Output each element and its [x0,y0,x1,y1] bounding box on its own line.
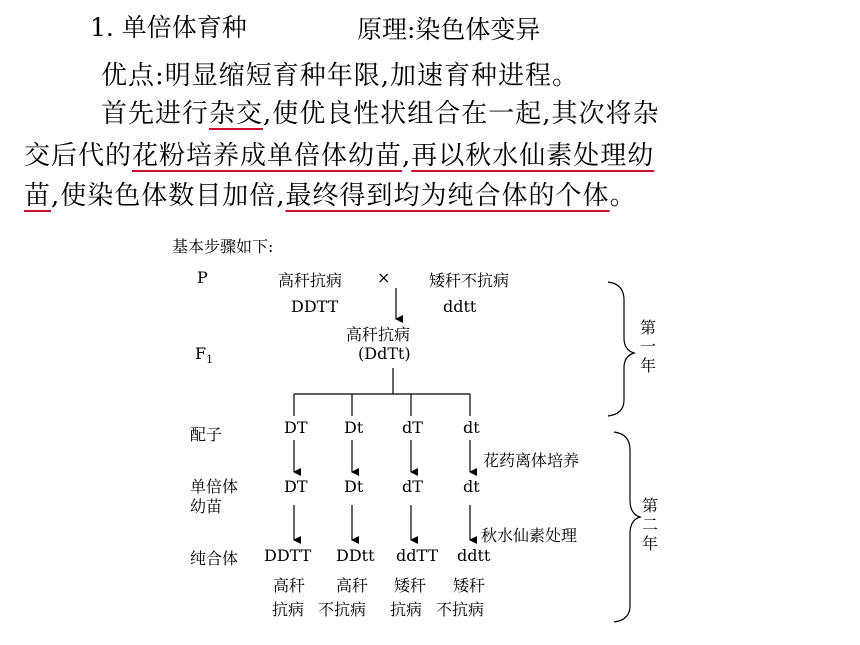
gamete: dt [463,418,480,437]
f1-label: $F_1$ [195,344,214,367]
pure-resistance: 抗病 [390,600,423,619]
pure-resistance: 不抗病 [318,600,367,619]
f1-phenotype: 高秆抗病 [346,325,411,344]
pure-resistance: 抗病 [272,600,305,619]
pure-height: 矮秆 [394,576,427,595]
pure-height: 矮秆 [453,576,486,595]
gamete: dT [402,418,423,437]
underlined-term: 苗 [24,181,52,211]
year-1-label: 第 一 年 [640,318,657,375]
haploid: DT [284,477,308,496]
pure-genotype: ddTT [396,546,439,565]
pure-label: 纯合体 [190,549,239,568]
para-text: ,使染色体数目加倍, [51,181,286,211]
underlined-term: 杂交 [209,99,264,129]
gamete: DT [284,418,308,437]
p-left-phenotype: 高秆抗病 [278,271,343,290]
underlined-term: 花粉培养成单倍体幼苗 [132,141,403,171]
advantage-text: 优点:明显缩短育种年限,加速育种进程。 [101,61,580,91]
gamete-label: 配子 [190,425,223,444]
para-text: , [402,141,412,171]
haploid: dT [402,477,423,496]
step-anther-culture: 花药离体培养 [483,451,580,470]
pure-resistance: 不抗病 [436,600,485,619]
year-2-label: 第 二 年 [642,496,659,553]
cross-symbol: × [377,268,391,287]
principle-text: 原理:染色体变异 [357,15,541,44]
haploid-label: 单倍体 [190,477,239,496]
p-left-genotype: DDTT [291,297,339,316]
para-text: ,使优良性状组合在一起,其次将杂 [263,99,660,129]
diagram-title: 基本步骤如下: [172,237,274,256]
pure-genotype: ddtt [457,546,491,565]
para-text: 交后代的 [24,141,133,171]
underlined-term: 最终得到均为纯合体的个体 [285,181,610,211]
p-right-phenotype: 矮秆不抗病 [429,271,510,290]
p-label: P [197,268,208,287]
para-text: 首先进行 [101,99,210,129]
p-right-genotype: ddtt [443,297,477,316]
pure-genotype: DDTT [264,546,312,565]
step-colchicine: 秋水仙素处理 [481,526,578,545]
underlined-term: 再以秋水仙素处理幼 [411,141,655,171]
pure-genotype: DDtt [336,546,375,565]
gamete: Dt [344,418,364,437]
pure-height: 高秆 [336,576,369,595]
haploid: dt [463,477,480,496]
para-text: 。 [609,181,637,211]
f1-genotype: (DdTt) [358,344,411,363]
section-heading: 1. 单倍体育种 [90,13,247,42]
pure-height: 高秆 [273,576,306,595]
brace-year-2 [614,432,640,622]
haploid: Dt [344,477,364,496]
brace-year-1 [608,282,634,416]
haploid-label: 幼苗 [190,497,223,516]
